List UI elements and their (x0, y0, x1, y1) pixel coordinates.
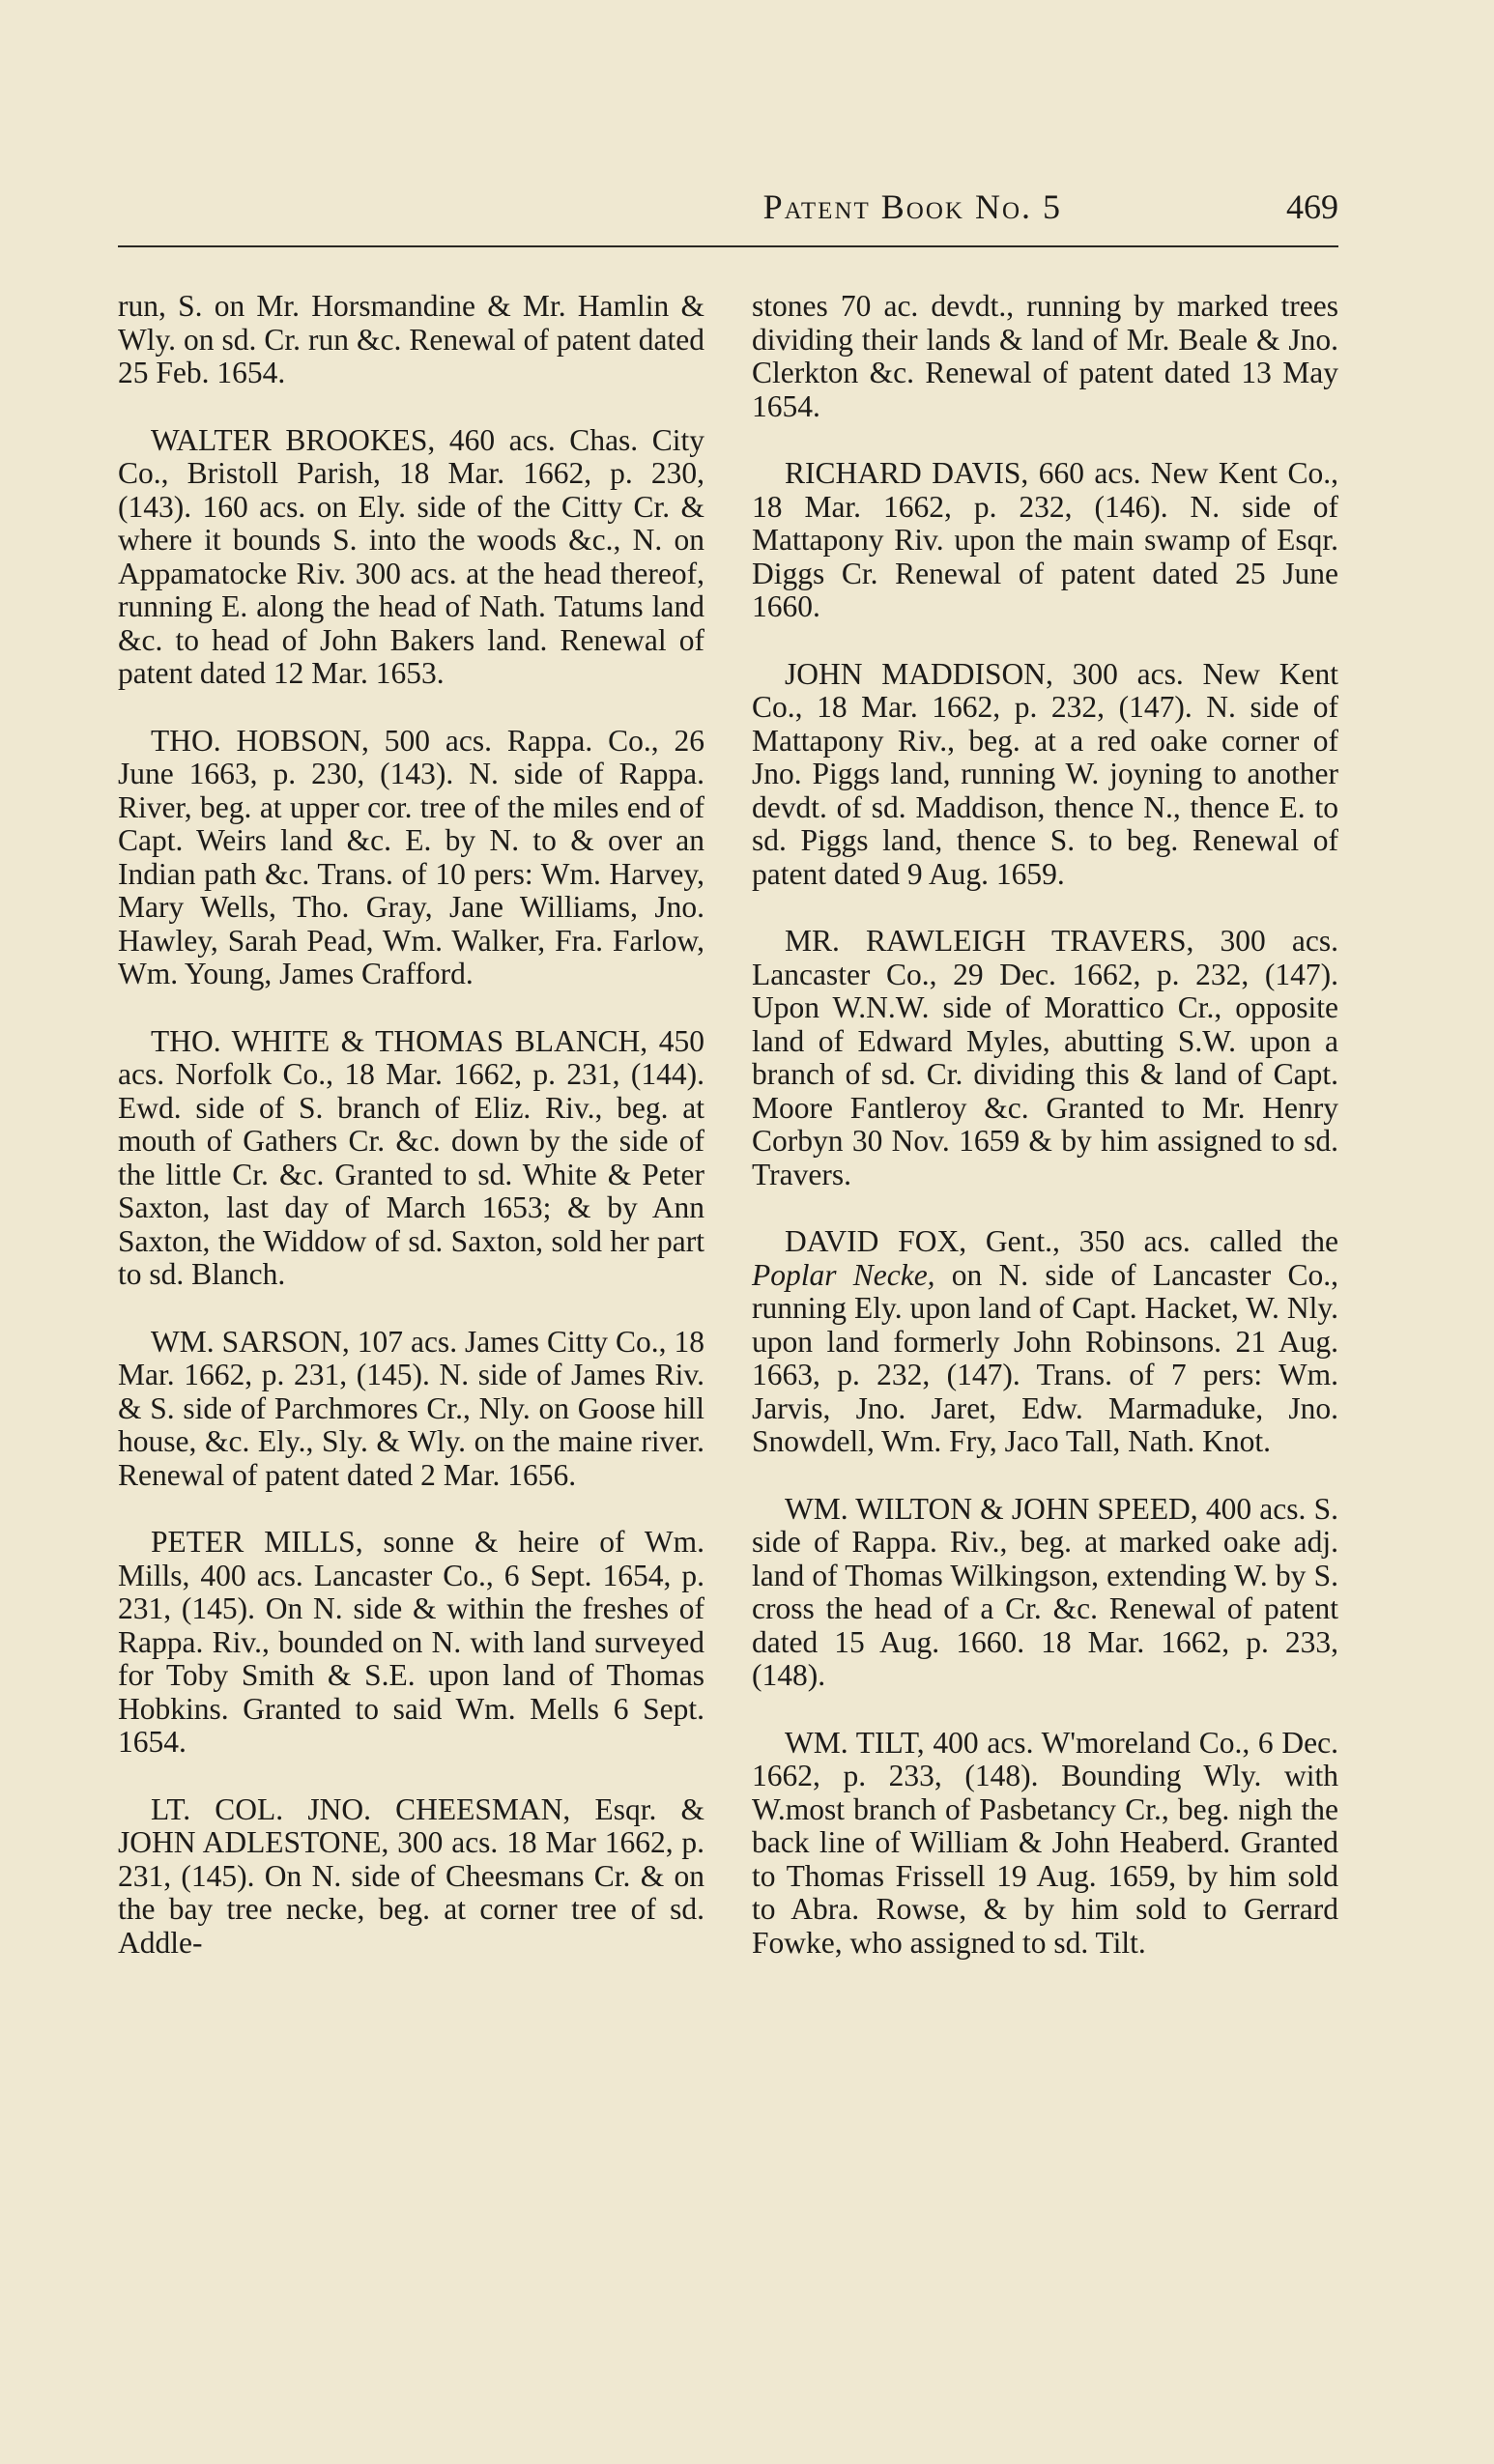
patent-entry (752, 1225, 1338, 1459)
entry-text: WM. SARSON, 107 acs. James Citty Co., 18 Mar. 1662, p. 231, (145). N. side of James Riv. & S. side of Parchmores Cr., Nly. on Goose hill house, &c. Ely., Sly. & Wly. on the maine river. Renewal of patent dated 2 Mar. 1656. (118, 1324, 704, 1492)
entry-text: run, S. on Mr. Horsmandine & Mr. Hamlin & Wly. on sd. Cr. run &c. Renewal of patent dated 25 Feb. 1654. (118, 289, 704, 389)
entry-text: RICHARD DAVIS, 660 acs. New Kent Co., 18 Mar. 1662, p. 232, (146). N. side of Mattapony Riv. upon the main swamp of Esqr. Diggs Cr. Renewal of patent dated 25 June 1660. (752, 456, 1338, 623)
entry-text: LT. COL. JNO. CHEESMAN, Esqr. & JOHN ADLESTONE, 300 acs. 18 Mar 1662, p. 231, (145). On N. side of Cheesmans Cr. & on the bay tree necke, beg. at corner tree of sd. Addle- (118, 1791, 704, 1960)
patent-entry (752, 925, 1338, 1191)
patent-entry (118, 1526, 704, 1760)
running-header (118, 186, 1338, 241)
header-title: Patent Book No. 5 (762, 187, 1062, 226)
entry-text-after: on N. side of Lancaster Co., running Ely. upon land of Capt. Hacket, W. Nly. upon land formerly John Robinsons. 21 Aug. 1663, p. 232, (147). Trans. of 7 pers: Wm. Jarvis, Jno. Jaret, Edw. Marmaduke, Jno. Snowdell, Wm. Fry, Jaco Tall, Nath. Knot. (752, 1257, 1339, 1458)
patent-entry (752, 1493, 1338, 1693)
patent-entry (752, 290, 1338, 423)
patent-entry (118, 1326, 704, 1493)
patent-entry (118, 1025, 704, 1292)
entry-text: stones 70 ac. devdt., running by marked trees dividing their lands & land of Mr. Beale & Jno. Clerkton &c. Renewal of patent dated 13 May 1654. (752, 289, 1338, 423)
header-rule (118, 245, 1338, 247)
right-column (752, 290, 1338, 1993)
entry-text-italic: Poplar Necke, (752, 1257, 935, 1292)
patent-entry (752, 658, 1338, 892)
patent-entry (752, 457, 1338, 624)
entry-text: THO. WHITE & THOMAS BLANCH, 450 acs. Norfolk Co., 18 Mar. 1662, p. 231, (144). Ewd. side of S. branch of Eliz. Riv., beg. at mouth of Gathers Cr. &c. down by the side of the little Cr. &c. Granted to sd. White & Peter Saxton, last day of March 1653; & by Ann Saxton, the Widdow of sd. Saxton, sold her part to sd. Blanch. (118, 1023, 704, 1291)
entry-text: WM. TILT, 400 acs. W'moreland Co., 6 Dec. 1662, p. 233, (148). Bounding Wly. with W.most branch of Pasbetancy Cr., beg. nigh the back line of William & John Heaberd. Granted to Thomas Frissell 19 Aug. 1659, by him sold to Abra. Rowse, & by him sold to Gerrard Fowke, who assigned to sd. Tilt. (752, 1725, 1338, 1960)
patent-entry (752, 1727, 1338, 1961)
entry-text: WALTER BROOKES, 460 acs. Chas. City Co., Bristoll Parish, 18 Mar. 1662, p. 230, (143). 160 acs. on Ely. side of the Citty Cr. & where it bounds S. into the woods &c., N. on Appamatocke Riv. 300 acs. at the head thereof, running E. along the head of Nath. Tatums land &c. to head of John Bakers land. Renewal of patent dated 12 Mar. 1653. (118, 422, 704, 690)
entry-text: MR. RAWLEIGH TRAVERS, 300 acs. Lancaster Co., 29 Dec. 1662, p. 232, (147). Upon W.N.W. side of Morattico Cr., opposite land of Edward Myles, abutting S.W. upon a branch of sd. Cr. dividing this & land of Capt. Moore Fantleroy &c. Granted to Mr. Henry Corbyn 30 Nov. 1659 & by him assigned to sd. Travers. (752, 924, 1338, 1191)
patent-entry (118, 290, 704, 390)
entry-text: WM. WILTON & JOHN SPEED, 400 acs. S. side of Rappa. Riv., beg. at marked oake adj. land of Thomas Wilkingson, extending W. by S. cross the head of a Cr. &c. Renewal of patent dated 15 Aug. 1660. 18 Mar. 1662, p. 233, (148). (752, 1491, 1338, 1692)
entry-text: JOHN MADDISON, 300 acs. New Kent Co., 18 Mar. 1662, p. 232, (147). N. side of Mattapony Riv., beg. at a red oake corner of Jno. Piggs land, running W. joyning to another devdt. of sd. Maddison, thence N., thence E. to sd. Piggs land, thence S. to beg. Renewal of patent dated 9 Aug. 1659. (752, 656, 1338, 891)
patent-entry (118, 1793, 704, 1961)
page-number: 469 (1286, 187, 1338, 226)
left-column (118, 290, 704, 1993)
entry-text: THO. HOBSON, 500 acs. Rappa. Co., 26 June 1663, p. 230, (143). N. side of Rappa. River, beg. at upper cor. tree of the miles end of Capt. Weirs land &c. E. by N. to & over an Indian path &c. Trans. of 10 pers: Wm. Harvey, Mary Wells, Tho. Gray, Jane Williams, Jno. Hawley, Sarah Pead, Wm. Walker, Fra. Farlow, Wm. Young, James Crafford. (118, 723, 704, 990)
entry-text-before: DAVID FOX, Gent., 350 acs. called the (785, 1224, 1338, 1258)
patent-entry (118, 424, 704, 691)
entry-text: PETER MILLS, sonne & heire of Wm. Mills, 400 acs. Lancaster Co., 6 Sept. 1654, p. 231, (145). On N. side & within the freshes of Rappa. Riv., bounded on N. with land surveyed for Toby Smith & S.E. upon land of Thomas Hobkins. Granted to said Wm. Mells 6 Sept. 1654. (118, 1525, 704, 1759)
patent-entry (118, 725, 704, 991)
